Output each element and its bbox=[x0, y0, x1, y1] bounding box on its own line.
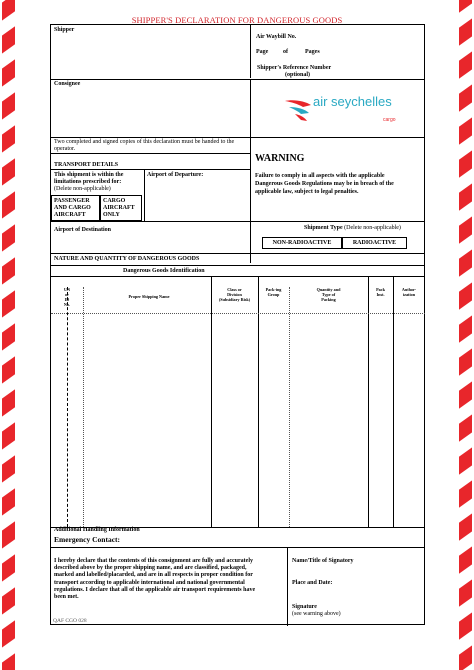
warning-line3: applicable law, subject to legal penalties. bbox=[255, 189, 359, 195]
col-class-header: Class or Division (Subsidiary Risk) bbox=[218, 287, 251, 302]
passenger-line3: AIRCRAFT bbox=[54, 212, 86, 218]
passenger-line2: AND CARGO bbox=[54, 205, 91, 211]
copies-note: Two completed and signed copies of this declaration must be handed to the operator. bbox=[54, 139, 235, 153]
dg-identification: Dangerous Goods Identification bbox=[123, 268, 205, 274]
signature-label: Signature bbox=[292, 604, 317, 610]
cargo-aircraft-only-option[interactable] bbox=[100, 195, 142, 221]
radioactive-label: RADIOACTIVE bbox=[352, 240, 397, 246]
warning-line1: Failure to comply in all aspects with the applicable bbox=[255, 173, 385, 179]
non-radioactive-label: NON-RADIOACTIVE bbox=[272, 240, 332, 246]
col-un-header: UN or ID No. bbox=[63, 287, 71, 307]
declaration-text: I hereby declare that the contents of this consignment are fully and accurately described above by the proper shipping name, and are classified, packaged, marked and labelled/placarded, and are in all respects in proper condition for transport according to applicable international and national governmental regulations. I declare that all of the applicable air transport requirements have been met. bbox=[54, 558, 256, 601]
document-title: SHIPPER'S DECLARATION FOR DANGEROUS GOODS bbox=[131, 15, 343, 25]
passenger-line1: PASSENGER bbox=[54, 198, 90, 204]
cargo-line1: CARGO bbox=[103, 198, 126, 204]
consignee-field[interactable] bbox=[51, 79, 250, 137]
consignee-label: Consignee bbox=[54, 81, 81, 87]
handling-label: Additional Handling Information bbox=[54, 527, 140, 533]
nature-heading: NATURE AND QUANTITY OF DANGEROUS GOODS bbox=[54, 256, 200, 262]
limitations-line2: limitations prescribed for: bbox=[54, 179, 122, 185]
hazard-border-left bbox=[0, 0, 28, 670]
cargo-line2: AIRCRAFT bbox=[103, 205, 135, 211]
shipment-type-label: Shipment Type bbox=[304, 225, 343, 231]
cargo-line3: ONLY bbox=[103, 212, 120, 218]
destination-label: Airport of Destination bbox=[54, 227, 111, 233]
reference-optional: (optional) bbox=[285, 72, 311, 78]
col-auth-header: Author- ization bbox=[401, 287, 417, 297]
non-radioactive-option[interactable] bbox=[262, 237, 342, 249]
logo-sub: cargo bbox=[383, 117, 396, 123]
shipment-type-note: (Delete non-applicable) bbox=[344, 225, 401, 231]
passenger-cargo-aircraft-option[interactable] bbox=[51, 195, 100, 221]
col-pg-header: Pack-ing Group bbox=[265, 287, 282, 297]
col-pi-header: Pack Inst. bbox=[376, 287, 385, 297]
col-qty-header: Quantity and Type of Packing bbox=[316, 287, 341, 302]
declaration-form bbox=[50, 24, 425, 625]
departure-label: Airport of Departure: bbox=[147, 172, 204, 178]
warning-line2: Dangerous Goods Regulations may be in breach of the bbox=[255, 181, 394, 187]
transport-heading: TRANSPORT DETAILS bbox=[54, 162, 119, 168]
air-waybill-label: Air Waybill No. bbox=[256, 34, 297, 40]
signature-note: (see warning above) bbox=[292, 611, 341, 617]
pages-label: Pages bbox=[305, 49, 320, 55]
place-date-label: Place and Date: bbox=[292, 580, 333, 586]
signature-area[interactable] bbox=[288, 547, 425, 626]
reference-label: Shipper's Reference Number bbox=[257, 65, 332, 71]
signatory-name-label: Name/Title of Signatory bbox=[292, 558, 354, 564]
shipper-label: Shipper bbox=[54, 27, 75, 33]
emergency-contact-label: Emergency Contact: bbox=[54, 535, 121, 544]
dangerous-goods-table-body[interactable] bbox=[51, 314, 425, 526]
destination-field[interactable] bbox=[51, 221, 250, 253]
radioactive-option[interactable] bbox=[342, 237, 407, 249]
hazard-border-right bbox=[446, 0, 474, 670]
handling-field[interactable] bbox=[51, 527, 425, 547]
col-psn-header: Proper Shipping Name bbox=[128, 294, 170, 299]
form-code: QAF CGO 028 bbox=[53, 618, 87, 624]
logo-text: air seychelles bbox=[313, 94, 392, 109]
warning-heading: WARNING bbox=[255, 153, 305, 164]
limitations-line3: (Delete non-applicable) bbox=[54, 186, 111, 192]
limitations-line1: This shipment is within the bbox=[54, 172, 124, 178]
shipper-field[interactable] bbox=[51, 25, 250, 79]
shipment-type bbox=[304, 225, 401, 232]
page-label: Page bbox=[256, 49, 269, 55]
of-label: of bbox=[283, 49, 288, 55]
